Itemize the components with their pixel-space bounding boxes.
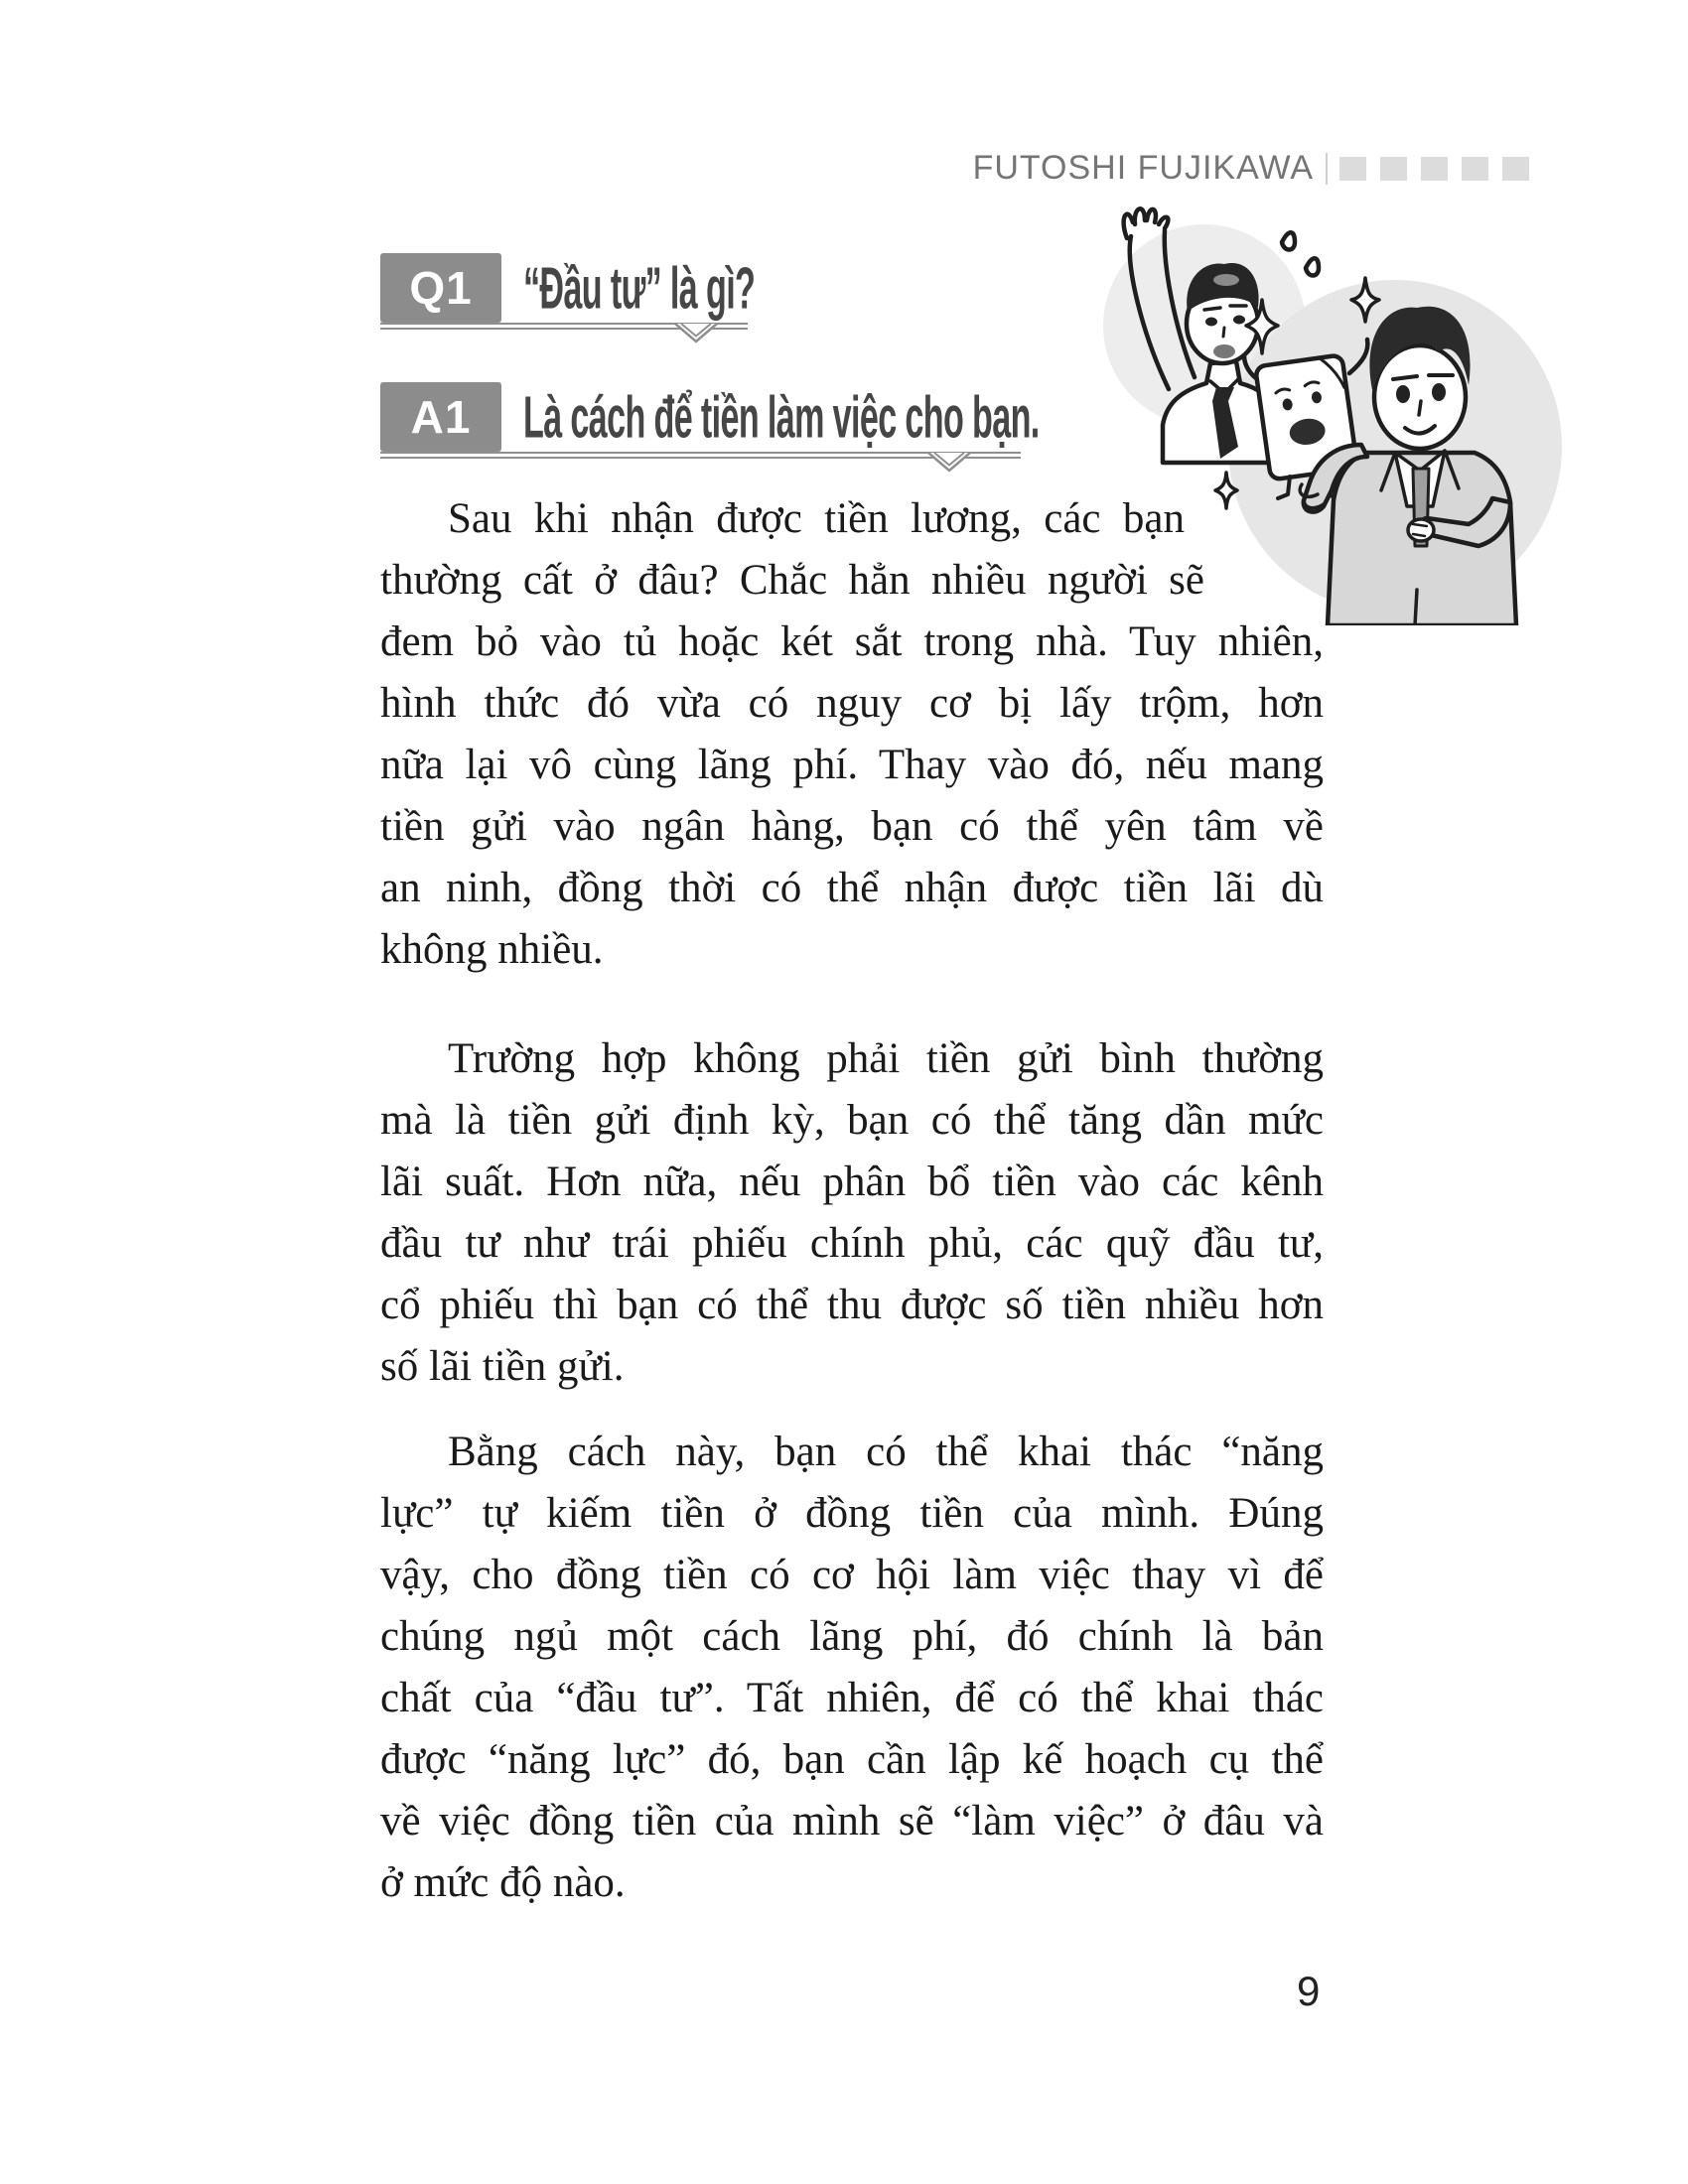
text-line: về việc đồng tiền của mình sẽ “làm việc” ở đâu và — [380, 1798, 1324, 1844]
question-title: “Đầu tư” là gì? — [523, 254, 756, 322]
text-line: mà là tiền gửi định kỳ, bạn có thể tăng dần mức — [380, 1097, 1324, 1144]
paragraph — [380, 488, 1324, 981]
answer-badge: A1 — [380, 382, 501, 452]
paragraph — [380, 1422, 1324, 1914]
sweat-drop-icon — [1306, 258, 1319, 275]
header-square — [1462, 157, 1488, 181]
page-header — [973, 149, 1529, 188]
chevron-down-icon — [926, 452, 972, 482]
text-line: hình thức đó vừa có nguy cơ bị lấy trộm, hơn — [380, 680, 1324, 727]
text-line: chất của “đầu tư”. Tất nhiên, để có thể khai thác — [380, 1675, 1324, 1721]
text-line: vậy, cho đồng tiền có cơ hội làm việc thay vì để — [380, 1552, 1324, 1598]
header-divider — [1326, 153, 1328, 185]
header-square — [1421, 157, 1448, 181]
text-line: Sau khi nhận được tiền lương, các bạn — [448, 495, 1185, 542]
text-line: tiền gửi vào ngân hàng, bạn có thể yên tâm về — [380, 803, 1324, 850]
page-number: 9 — [1297, 1968, 1321, 2014]
text-line: số lãi tiền gửi. — [380, 1343, 625, 1390]
question-badge: Q1 — [380, 253, 501, 323]
text-line: Trường hợp không phải tiền gửi bình thường — [448, 1035, 1324, 1082]
text-line: nữa lại vô cùng lãng phí. Thay vào đó, nếu mang — [380, 742, 1324, 788]
answer-rule — [380, 452, 1021, 459]
text-line: cổ phiếu thì bạn có thể thu được số tiền nhiều hơn — [380, 1282, 1324, 1328]
header-square — [1502, 157, 1529, 181]
header-squares — [1339, 157, 1529, 181]
text-line: an ninh, đồng thời có thể nhận được tiền lãi dù — [380, 865, 1324, 911]
text-line: lực” tự kiếm tiền ở đồng tiền của mình. Đúng — [380, 1490, 1324, 1537]
text-line: ở mức độ nào. — [380, 1859, 626, 1906]
sweat-drop-icon — [1282, 232, 1295, 249]
author-name: FUTOSHI FUJIKAWA — [972, 149, 1314, 187]
text-line: đầu tư như trái phiếu chính phủ, các quỹ đầu tư, — [380, 1220, 1324, 1267]
header-square — [1380, 157, 1407, 181]
text-line: lãi suất. Hơn nữa, nếu phân bổ tiền vào các kênh — [380, 1159, 1324, 1205]
text-line: Bằng cách này, bạn có thể khai thác “năng — [448, 1429, 1324, 1475]
chevron-down-icon — [673, 323, 719, 353]
paragraph — [380, 1028, 1324, 1398]
text-line: không nhiều. — [380, 926, 604, 973]
text-line: được “năng lực” đó, bạn cần lập kế hoạch cụ thể — [380, 1736, 1324, 1783]
header-square — [1339, 157, 1366, 181]
text-line: thường cất ở đâu? Chắc hẳn nhiều người sẽ — [380, 557, 1204, 604]
text-line: đem bỏ vào tủ hoặc két sắt trong nhà. Tuy nhiên, — [380, 618, 1324, 665]
answer-title: Là cách để tiền làm việc cho bạn. — [523, 383, 1040, 451]
text-line: chúng ngủ một cách lãng phí, đó chính là bản — [380, 1613, 1324, 1660]
question-block — [380, 253, 897, 323]
body-text — [380, 488, 1324, 1914]
